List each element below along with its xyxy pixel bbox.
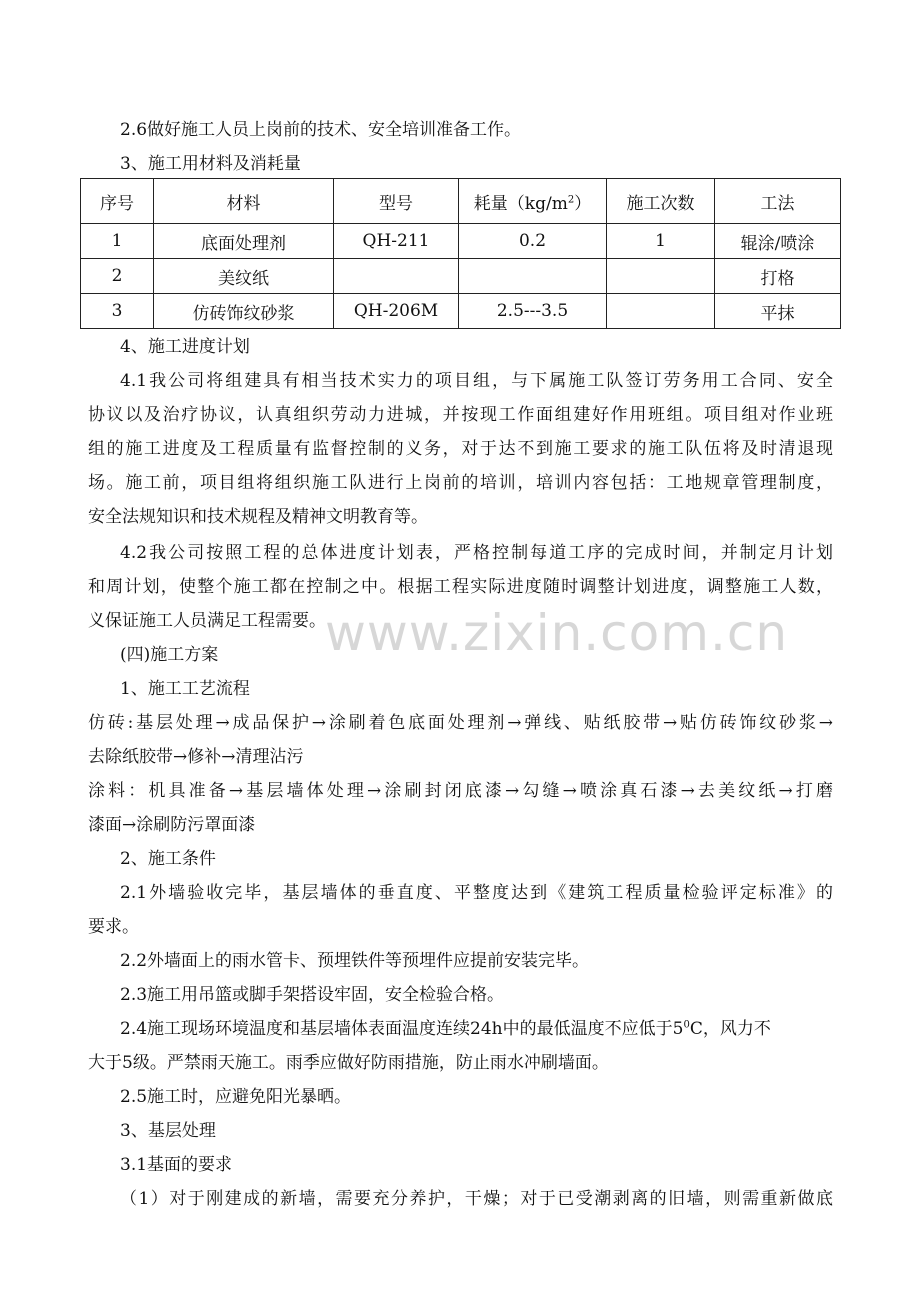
flow-brick-line: 仿砖:基层处理→成品保护→涂刷着色底面处理剂→弹线、贴纸胶带→贴仿砖饰纹砂浆→: [88, 713, 833, 733]
condition-2-1-line: 要求。: [88, 917, 139, 937]
requirement-1-line: （1）对于刚建成的新墙，需要充分养护，干燥；对于已受潮剥离的旧墙，则需重新做底: [120, 1189, 833, 1209]
paragraph-4-2-line: 义保证施工人员满足工程需要。: [88, 611, 326, 631]
degree-superscript: 0: [683, 1019, 690, 1031]
header-cell: 施工次数: [607, 179, 715, 224]
table-header-row: [81, 179, 841, 224]
paragraph-4-1-line: 场。施工前，项目组将组织施工队进行上岗前的培训，培训内容包括：工地规章管理制度，: [88, 473, 833, 493]
table-cell: 2: [81, 259, 154, 294]
header-cell: 材料: [154, 179, 334, 224]
condition-2-4-line: 大于5级。严禁雨天施工。雨季应做好防雨措施，防止雨水冲刷墙面。: [88, 1053, 609, 1073]
table-cell: 0.2: [459, 224, 607, 259]
table-cell: [607, 259, 715, 294]
paragraph-4-1-line: 组的施工进度及工程质量有监督控制的义务，对于达不到施工要求的施工队伍将及时清退现: [88, 439, 833, 459]
table-cell: 3: [81, 294, 154, 329]
table-cell: 1: [81, 224, 154, 259]
table-cell: QH-211: [334, 224, 459, 259]
condition-2-1-line: 2.1外墙验收完毕，基层墙体的垂直度、平整度达到《建筑工程质量检验评定标准》的: [120, 883, 833, 903]
materials-table: [80, 178, 841, 329]
flow-brick-line: 去除纸胶带→修补→清理沾污: [88, 747, 304, 767]
condition-2-5: 2.5施工时，应避免阳光暴晒。: [120, 1087, 352, 1107]
condition-2-4-line: [120, 1012, 865, 1046]
paragraph-4-1-line: 4.1我公司将组建具有相当技术实力的项目组，与下属施工队签订劳务用工合同、安全: [120, 371, 833, 391]
heading-materials: 3、施工用材料及消耗量: [120, 154, 301, 174]
flow-paint-line: 漆面→涂刷防污罩面漆: [88, 815, 256, 835]
heading-substrate-requirements: 3.1基面的要求: [120, 1155, 233, 1175]
paragraph-4-2-line: 和周计划，使整个施工都在控制之中。根据工程实际进度随时调整计划进度，调整施工人数，: [88, 577, 833, 597]
condition-2-3: 2.3施工用吊篮或脚手架搭设牢固，安全检验合格。: [120, 985, 505, 1005]
paragraph-4-2-line: 4.2我公司按照工程的总体进度计划表，严格控制每道工序的完成时间，并制定月计划: [120, 543, 833, 563]
condition-2-2: 2.2外墙面上的雨水管卡、预埋铁件等预埋件应提前安装完毕。: [120, 951, 590, 971]
table-cell: 2.5---3.5: [459, 294, 607, 329]
paragraph-4-1-line: 安全法规知识和技术规程及精神文明教育等。: [88, 507, 428, 527]
heading-schedule: 4、施工进度计划: [120, 337, 250, 357]
watermark: www.zixin.com.cn: [325, 604, 789, 662]
table-cell: 1: [607, 224, 715, 259]
table-row: [81, 224, 841, 259]
heading-substrate: 3、基层处理: [120, 1121, 216, 1141]
table-cell: 底面处理剂: [154, 224, 334, 259]
condition-2-4-text: 2.4施工现场环境温度和基层墙体表面温度连续24h中的最低温度不应低于5: [120, 1019, 684, 1039]
table-cell: 美纹纸: [154, 259, 334, 294]
table-cell: [334, 259, 459, 294]
header-cell: 工法: [715, 179, 841, 224]
table-cell: [459, 259, 607, 294]
table-cell: 平抹: [715, 294, 841, 329]
table-cell: 打格: [715, 259, 841, 294]
header-superscript: 2: [567, 193, 575, 205]
header-cell: 型号: [334, 179, 459, 224]
condition-2-4-text-tail: C，风力不: [689, 1019, 771, 1039]
table-row: [81, 259, 841, 294]
header-text-tail: ）: [574, 193, 592, 214]
paragraph-2-6: 2.6做好施工人员上岗前的技术、安全培训准备工作。: [120, 120, 522, 140]
header-text: 耗量（kg/m: [473, 193, 568, 214]
heading-conditions: 2、施工条件: [120, 849, 216, 869]
table-cell: 仿砖饰纹砂浆: [154, 294, 334, 329]
table-cell: QH-206M: [334, 294, 459, 329]
paragraph-4-1-line: 协议以及治疗协议，认真组织劳动力进城，并按现工作面组建好作用班组。项目组对作业班: [88, 405, 833, 425]
heading-process-flow: 1、施工工艺流程: [120, 679, 250, 699]
table-cell: [607, 294, 715, 329]
table-row: [81, 294, 841, 329]
flow-paint-line: 涂料：机具准备→基层墙体处理→涂刷封闭底漆→勾缝→喷涂真石漆→去美纹纸→打磨: [88, 781, 833, 801]
header-cell-consumption: [459, 179, 607, 224]
header-cell: 序号: [81, 179, 154, 224]
table-cell: 辊涂/喷涂: [715, 224, 841, 259]
heading-plan: (四)施工方案: [120, 645, 219, 665]
